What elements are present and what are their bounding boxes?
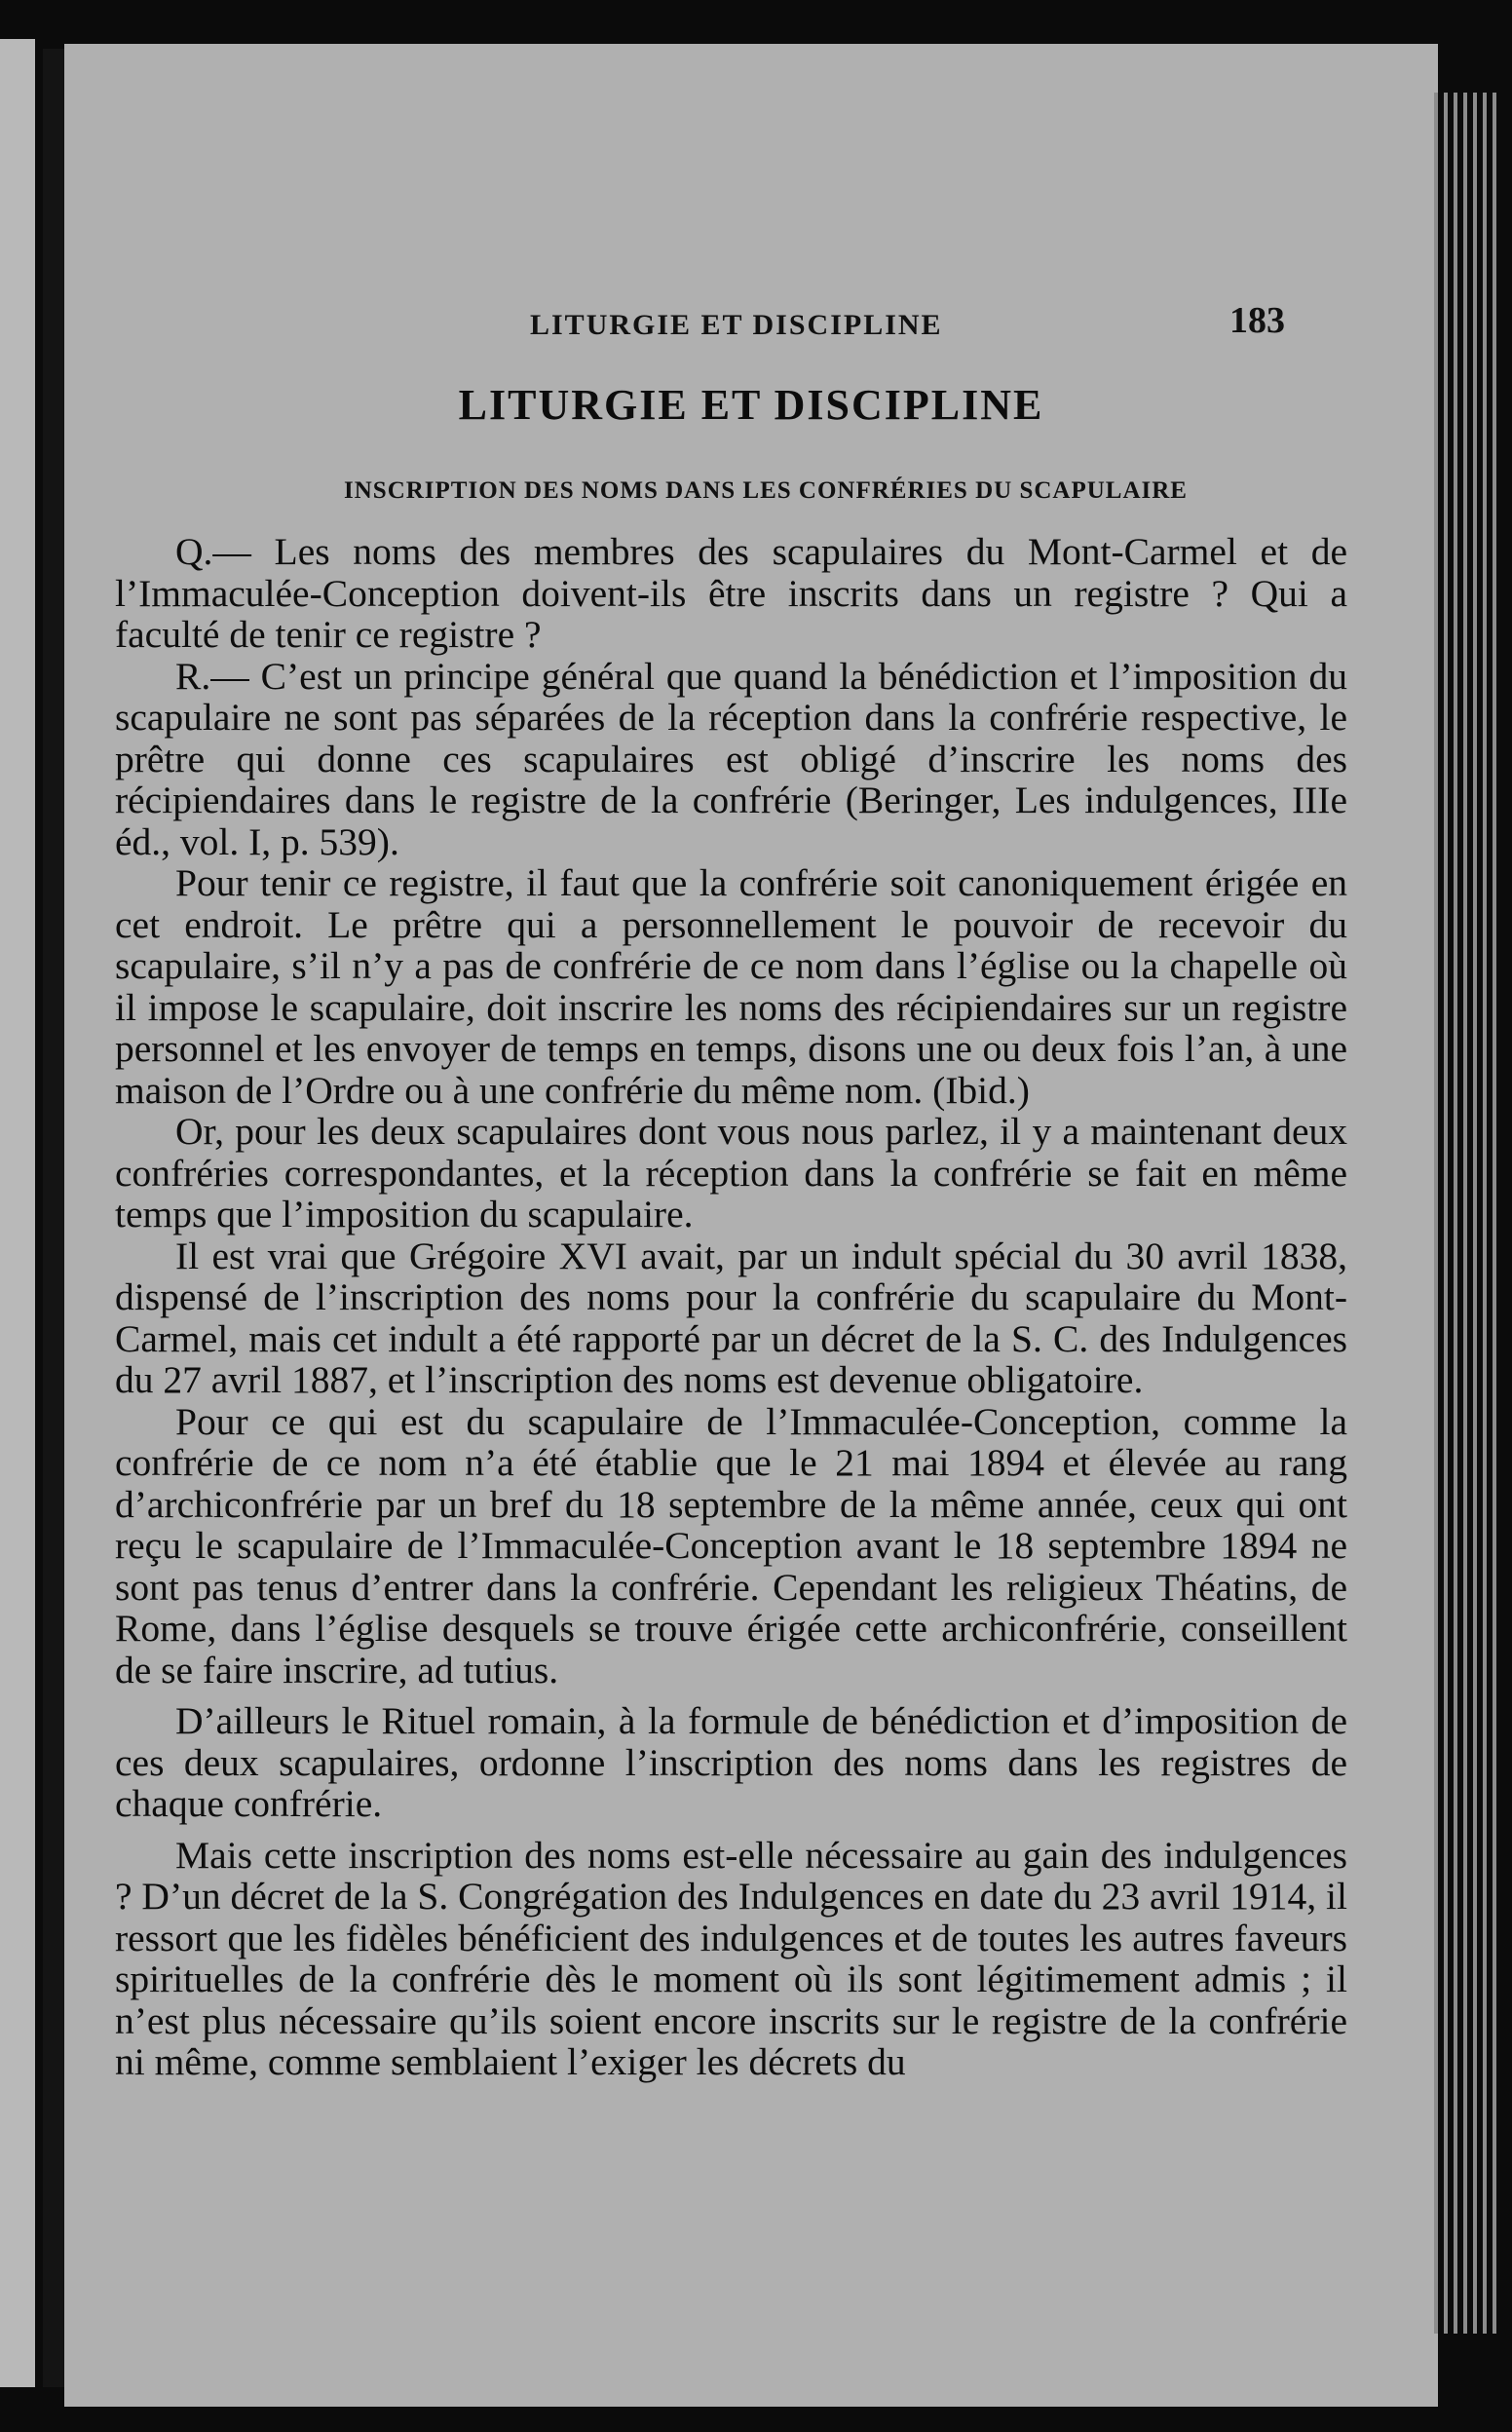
paragraph: Or, pour les deux scapulaires dont vous nous parlez, il y a maintenant deux confréries correspondantes, et la réception dans la confrérie se fait en même temps que l’imposition du scapulaire. <box>115 1110 1347 1235</box>
running-head-title: LITURGIE ET DISCIPLINE <box>530 309 943 341</box>
paragraph: Pour ce qui est du scapulaire de l’Immaculée-Conception, comme la confrérie de ce nom n’a été établie que le 21 mai 1894 et élevée au rang d’archiconfrérie par un bref du 18 septembre de la même année, ceux qui ont reçu le scapulaire de l’Immaculée-Conception avant le 18 septembre 1894 ne sont pas tenus d’entrer dans la confrérie. Cependant les religieux Théatins, de Rome, dans l’église desquels se trouve érigée cette archiconfrérie, conseillent de se faire inscrire, ad tutius. <box>115 1399 1347 1691</box>
paragraph: Pour tenir ce registre, il faut que la confrérie soit canoniquement érigée en cet endroit. Le prêtre qui a personnellement le pouvoir de recevoir du scapulaire, s’il n’y a pas de confrérie de ce nom dans l’église ou la chapelle où il impose le scapulaire, doit inscrire les noms des récipiendaires sur un registre personnel et les envoyer de temps en temps, disons une ou deux fois l’an, à une maison de l’Ordre ou à une confrérie du même nom. (Ibid.) <box>115 861 1347 1112</box>
article-title: INSCRIPTION DES NOMS DANS LES CONFRÉRIES DU SCAPULAIRE <box>344 477 1188 504</box>
page-edges <box>1434 93 1504 2334</box>
section-title: LITURGIE ET DISCIPLINE <box>458 381 1044 429</box>
paragraph: Il est vrai que Grégoire XVI avait, par un indult spécial du 30 avril 1838, dispensé de l’inscription des noms pour la confrérie du scapulaire du Mont-Carmel, mais cet indult a été rapporté par un décret de la S. C. des Indulgences du 27 avril 1887, et l’inscription des noms est devenue obligatoire. <box>115 1234 1347 1401</box>
facing-page-edge <box>0 39 35 2387</box>
article-body <box>115 531 1347 2083</box>
paragraph-answer: R.— C’est un principe général que quand la bénédiction et l’imposition du scapulaire ne sont pas séparées de la réception dans la confrérie respective, le prêtre qui donne ces scapulaires est obligé d’inscrire les noms des récipiendaires dans le registre de la confrérie (Beringer, Les indulgences, IIIe éd., vol. I, p. 539). <box>115 654 1347 863</box>
paragraph: Mais cette inscription des noms est-elle nécessaire au gain des indulgences ? D’un décret de la S. Congrégation des Indulgences en date du 23 avril 1914, il ressort que les fidèles bénéficient des indulgences et de toutes les autres faveurs spirituelles de la confrérie dès le moment où ils sont légitimement admis ; il n’est plus nécessaire qu’ils soient encore inscrits sur le registre de la confrérie ni même, comme semblaient l’exiger les décrets du <box>115 1833 1347 2083</box>
page-number: 183 <box>1229 300 1285 341</box>
book-page <box>64 44 1438 2407</box>
paragraph-question: Q.— Les noms des membres des scapulaires du Mont-Carmel et de l’Immaculée-Conception doivent-ils être inscrits dans un registre ? Qui a faculté de tenir ce registre ? <box>115 530 1347 656</box>
paragraph: D’ailleurs le Rituel romain, à la formule de bénédiction et d’imposition de ces deux scapulaires, ordonne l’inscription des noms dans les registres de chaque confrérie. <box>115 1699 1347 1825</box>
running-head <box>64 299 1438 348</box>
